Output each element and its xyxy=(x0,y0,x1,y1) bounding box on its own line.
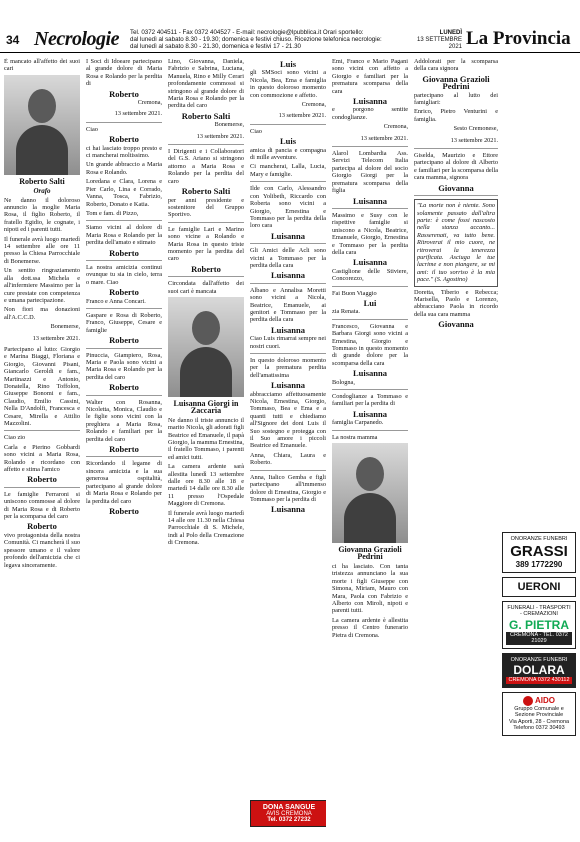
obituary-text: Ne danno il triste annuncio il marito Nicola, gli adorati figli Beatrice ed Emanuele, il papà Giorgio, la mamma Ernestina, il fratello Tommaso, i parenti ed amici tutti. xyxy=(168,416,244,461)
ad-top: ONORANZE FUNEBRI xyxy=(510,656,568,663)
obituary-text: Massimo e Susy con le rispettive famiglie si uniscono a Nicola, Beatrice, Emanuele, Giorgio, Ernestina e Tommaso per la perdita della cara xyxy=(332,211,408,256)
obituary-text: Ciao xyxy=(250,127,262,135)
obituary-text: Ne danno il doloroso annuncio la moglie Maria Rosa, il figlio Roberto, il fratello Egidio, le cognate, i nipoti ed i parenti tutti. xyxy=(4,196,80,234)
obituary-text: ci ha lasciato. Con tanta tristezza annunciano la sua morte i figli Giuseppe con Simona, Miriam, Mauro con Mara, Paola con Fabrizio e Alberto con Miroli, nipoti e parenti tutti. xyxy=(332,562,408,615)
ad-phone: Tel. 0372 27232 xyxy=(267,817,311,823)
issue-date xyxy=(402,30,462,51)
deceased-name: Roberto xyxy=(109,335,139,346)
deceased-name: Luisanna xyxy=(270,380,306,391)
portrait-photo xyxy=(4,75,80,175)
participants-list: Partecipano al lutto: Giorgio e Marina Biaggi, Floriana e Giorgio, Giovanni Pisani, Giancarlo Geroldi e fam., Martinazzi e Antonio, Donatella, Rino Toffolon, Giuseppe Bonomi e fam., Claudio, Emilio Cassini, Nella D'Andolfi, Francesca e Cesare, Mirella e Attilio Mazzolini. xyxy=(4,345,80,427)
obituary-text: Ciao zio xyxy=(4,434,26,442)
column-4 xyxy=(250,58,326,838)
obituary-text: Le famiglie Lari e Marino sono vicine a Rolando e Maria Rosa in questo triste momento per la perdita del caro xyxy=(168,225,244,263)
contact-line: dal lunedì al sabato 8.30 - 19.30; domenica e festivi chiuso. Ricezione telefonica necrologie: xyxy=(130,36,382,44)
obituary-text: Bologna, xyxy=(332,378,355,386)
deceased-name: Luisanna xyxy=(270,324,306,335)
place: Cremona, xyxy=(383,123,408,131)
ads-column xyxy=(502,58,576,838)
newspaper-logo: La Provincia xyxy=(466,28,571,49)
date: 13 settembre 2021. xyxy=(114,110,162,118)
ad-line: Telefono 0372 30493 xyxy=(513,725,565,732)
obituary-text: Circondata dall'affetto dei suoi cari è mancata xyxy=(168,280,244,295)
obituary-text: Albano e Annalisa Moretti sono vicini a Nicola, Beatrice, Emanuele, ai genitori e Tommaso per la perdita della cara xyxy=(250,286,326,324)
ad-phone: CREMONA - TEL. 0372 21029 xyxy=(506,632,572,645)
obituary-text: per anni presidente e sostenitore del Gruppo Sportivo. xyxy=(168,196,244,219)
deceased-name: Luis xyxy=(279,136,297,147)
obituary-text: Anna, Chiara, Laura e Roberto. xyxy=(250,451,326,467)
obituary-text: Ciao Luis rimarrai sempre nei nostri cuori. xyxy=(250,335,326,350)
obituary-text: Lino, Giovanna, Daniela, Fabrizio e Sabrina, Luciana, Manuela, Rino e Milly Cerari profondamente commossi si stringono al grande dolore di Maria Rosa e Rolando per la perdita del caro xyxy=(168,58,244,110)
ad-sub: AVIS CREMONA xyxy=(266,811,312,817)
ad-name: GRASSI xyxy=(510,542,568,560)
obituary-text: Ricordando il legame di sincera amicizia e la sua generosa ospitalità, partecipano al grande dolore di Maria Rosa e Rolando per la perdita del caro xyxy=(86,460,162,505)
deceased-name: Roberto xyxy=(109,88,139,99)
section-title: Necrologie xyxy=(34,28,119,50)
obituary-text: Ciao xyxy=(86,125,98,133)
obituary-text: Gli Amici delle Acli sono vicini a Tommaso per la perdita della cara xyxy=(250,247,326,269)
avis-advertisement xyxy=(250,800,326,827)
place: Sesto Cremonese, xyxy=(453,125,498,133)
column-5 xyxy=(332,58,408,838)
quote-text: "La morte non è niente. Sono solamente passato dall'altra parte: è come fossi nascosto nella stanza accanto... Rasserenati, va tutto bene. Ritroverai il mio cuore, ne ritroverai la tenerezza purificata. Asciuga le tue lacrime e non piangere, se mi ami: il tuo sorriso è la mia pace." (S. Agostino) xyxy=(414,199,498,286)
portrait-photo xyxy=(168,297,244,397)
deceased-name: Luisanna Giorgi in Zaccaria xyxy=(173,398,239,416)
obituary-text: Non fiori ma donazioni all'A.C.C.D. xyxy=(4,306,80,321)
column-6 xyxy=(414,58,498,838)
obituary-text: e porgono sentite condoglianze. xyxy=(332,106,408,121)
ad-name: DONA SANGUE xyxy=(262,804,316,811)
place: Cremona, xyxy=(137,99,162,107)
deceased-name: Luis xyxy=(279,59,297,69)
obituary-text: Addolorati per la scomparsa della cara signora xyxy=(414,58,498,73)
deceased-name: Luisanna xyxy=(352,408,388,419)
ad-phone: 389 1772290 xyxy=(515,559,563,569)
place: Bonemerse, xyxy=(214,121,244,129)
deceased-name: Roberto xyxy=(27,521,57,532)
obituary-text: Un sentito ringraziamento alla dott.ssa Michela e all'infermiere Massimo per la cure prestate con competenza e umana partecipazione. xyxy=(4,267,80,304)
date: 13 settembre 2021. xyxy=(360,134,408,142)
deceased-name: Giovanna Grazioli Pedrini xyxy=(338,545,402,562)
obituary-text: gli SMSoci sono vicini a Nicola, Bea, Ema e famiglia in questo doloroso momento con commozione e affetto. xyxy=(250,69,326,99)
issue-date-text: 13 SETTEMBRE 2021 xyxy=(416,37,462,50)
obituary-text: La nostra mamma xyxy=(332,433,378,441)
portrait-photo xyxy=(332,443,408,543)
deceased-name: Giovanna xyxy=(438,319,474,330)
obituary-text: I Dirigenti e i Collaboratori del G.S. Ariano si stringono attorno a Maria Rosa e Rolando per la perdita del caro xyxy=(168,148,244,185)
column-3 xyxy=(168,58,244,838)
obituary-text: Walter con Rosanna, Nicoletta, Monica, Claudio e le figlie sono vicini con la preghiera a Maria Rosa, Rolando e familiari per la perdita del caro xyxy=(86,398,162,443)
obituary-text: Giselda, Maurizio e Ettore partecipano al dolore di Alberto e familiari per la scomparsa della cara mamma, signora xyxy=(414,152,498,182)
obituary-text: famiglia Carpanedo. xyxy=(332,419,384,427)
dolara-advertisement xyxy=(502,653,576,688)
deceased-name: Luisanna xyxy=(270,504,306,515)
contact-info xyxy=(130,29,400,51)
deceased-name: Roberto Salti xyxy=(181,110,231,121)
obituary-text: In questo doloroso momento per la prematura perdita dell'amatissima xyxy=(250,357,326,379)
deceased-name: Roberto xyxy=(109,287,139,298)
deceased-name: Luisanna xyxy=(352,96,388,107)
obituary-text: Carla e Pierino Gobbardi sono vicini a Maria Rosa, Rolando e ricordano con affetto e stima l'amico xyxy=(4,443,80,474)
place: Bonemerse, xyxy=(50,323,80,331)
deceased-name: Luisanna xyxy=(352,368,388,379)
deceased-name: Lui xyxy=(363,297,377,308)
ad-top: ONORANZE FUNEBRI xyxy=(510,536,568,542)
obituary-columns xyxy=(4,58,576,838)
obituary-text: Doretta, Tiberio e Rebecca; Marisella, Paolo e Lorenzo, abbracciano Paola in ricordo della sua cara mamma xyxy=(414,288,498,318)
ad-name: G. PIETRA xyxy=(508,617,569,632)
obituary-text: Un grande abbraccio a Maria Rosa e Rolando. xyxy=(86,161,162,176)
ad-line: Gruppo Comunale e Sezione Provinciale xyxy=(514,705,564,719)
obituary-text: zia Renata. xyxy=(332,308,360,316)
obituary-text: La camera ardente è allestita presso il Centro funerario Pietra di Cremona. xyxy=(332,616,408,639)
ueroni-advertisement xyxy=(502,577,576,597)
obituary-text: Francesco, Giovanna e Barbara Giorgi sono vicini a Ernestina, Giorgio e Tommaso in questo momento di grande dolore per la scomparsa della cara xyxy=(332,322,408,367)
page-header xyxy=(0,0,580,53)
deceased-name: Roberto Salti xyxy=(19,176,65,186)
deceased-name: Roberto xyxy=(27,474,57,485)
obituary-text: Ilde con Carlo, Alessandro con Yolibeth, Riccardo con Roberta sono vicini a Giorgio, Ernestina e Tommaso per la perdita della loro cara xyxy=(250,185,326,230)
obituary-text: La camera ardente sarà allestita lunedì 13 settembre dalle ore 8.30 alle 18 e martedì 14 dalle ore 8.30 alle 11 presso l'Ospedale Maggiore di Cremona. xyxy=(168,463,244,508)
obituary-text: Il funerale avrà luogo martedì 14 alle ore 11.30 nella Chiesa Parrocchiale di S. Michele, indi al Polo della Cremazione di Cremona. xyxy=(168,509,244,547)
deceased-name: Roberto xyxy=(109,382,139,393)
obituary-text: vivo protagonista della nostra Comunità. Ci mancherà il suo spessore umano e il valore profondo dell'amicizia che ci legava sinceramente. xyxy=(4,531,80,569)
deceased-name: Roberto xyxy=(109,444,139,455)
obituary-text: Fai Buon Viaggio xyxy=(332,289,377,297)
ad-name: UERONI xyxy=(517,580,561,593)
deceased-name: Roberto xyxy=(191,263,221,274)
contact-line: Tel. 0372 404511 - Fax 0372 404527 - E-mail: necrologie@lpubblica.it Orari sportello: xyxy=(130,29,364,36)
column-1 xyxy=(4,58,80,838)
obituary-text: abbracciamo affettuosamente Nicola, Ernestina, Giorgio, Tommaso, Bea e Ema e a quanti tutti e chiediamo all'Signore dei doni Luis il Suo sostegno e protegga con il Suo amore i piccoli Beatrice ed Emanuele. xyxy=(250,390,326,450)
obituary-text: Gaspare e Rosa di Roberto, Franco, Giuseppe, Cesare e famiglie xyxy=(86,311,162,334)
column-2 xyxy=(86,58,162,838)
ad-phone: CREMONA 0372 430112 xyxy=(506,677,572,684)
aido-advertisement xyxy=(502,692,576,736)
obituary-text: ci hai lasciato troppo presto e ci mancherai moltissimo. xyxy=(86,144,162,160)
deceased-name: Luisanna xyxy=(352,195,388,206)
deceased-name: Giovanna xyxy=(438,182,474,193)
deceased-name: Roberto xyxy=(109,134,139,145)
ad-name: AIDO xyxy=(535,695,555,705)
obituary-text: Emi, Franco e Mario Pagani sono vicini con affetto a Giorgio e familiari per la prematura scomparsa della cara xyxy=(332,58,408,95)
obituary-text: Franco e Anna Concari. xyxy=(86,297,146,305)
obituary-text: I Soci di Idoeare partecipano al grande dolore di Maria Rosa e Rolando per la perdita di xyxy=(86,58,162,88)
grassi-advertisement xyxy=(502,532,576,573)
deceased-name: Luisanna xyxy=(270,230,306,241)
deceased-name: Roberto Salti xyxy=(181,186,231,197)
obituary-text: Le famiglie Ferraroni si uniscono commosse al dolore di Maria Rosa e di Roberto per la scomparsa del caro xyxy=(4,490,80,521)
ad-top: FUNERALI - TRASPORTI - CREMAZIONI xyxy=(507,604,571,617)
ad-line: Via Aporti, 28 - Cremona xyxy=(508,718,570,725)
deceased-name: Roberto xyxy=(109,247,139,258)
obituary-text: Alarol Lombardia Ass. Servizi Telecom Italia partecipa al dolore del socio Giorgio Giorgi per la prematura scomparsa della figlia xyxy=(332,150,408,195)
date: 13 settembre 2021. xyxy=(450,136,498,144)
obituary-text: Condoglianze a Tommaso e familiari per la perdita di xyxy=(332,393,408,408)
deceased-name: Luisanna xyxy=(352,257,388,268)
issue-day: LUNEDÌ xyxy=(439,30,462,36)
obituary-text: Tom e fam. di Pizzo, xyxy=(86,209,139,217)
date: 13 settembre 2021. xyxy=(32,334,80,342)
deceased-title: Orafo xyxy=(33,187,51,196)
obituary-text: partecipano al lutto dei famigliari: xyxy=(414,91,498,107)
date: 13 settembre 2021. xyxy=(196,132,244,140)
pietra-advertisement xyxy=(502,601,576,649)
deceased-name: Roberto xyxy=(109,505,139,516)
obituary-text: Enrico, Pietro Venturini e famiglia. xyxy=(414,108,498,123)
obituary-text: amica di pancia e compagna di mille avventure. xyxy=(250,146,326,162)
obituary-text: Anna, Italico Gemba e figli partecipano all'immenso dolore di Ernestina, Giorgio e Tommaso per la perdita di xyxy=(250,473,326,503)
ad-name: DOLARA xyxy=(513,663,565,677)
page-number: 34 xyxy=(6,33,20,47)
obituary-text: Siamo vicini al dolore di Maria Rosa e Rolando per la perdita dell'amato e stimato xyxy=(86,224,162,247)
contact-line: dal lunedì al sabato 8.30 - 21.30, domenica e festivi 17 - 21.30 xyxy=(130,43,301,51)
obituary-text: È mancato all'affetto dei suoi cari xyxy=(4,58,80,73)
obituary-text: Pinuccia, Giampiero, Rosa, Maria e Paola sono vicini a Maria Rosa e Rolando per la perdita del caro xyxy=(86,351,162,381)
obituary-text: Il funerale avrà luogo martedì 14 settembre alle ore 11 presso la Chiesa Parrocchiale di Bonemerse. xyxy=(4,235,80,265)
obituary-text: Loredana e Clara, Lorena e Pier Carlo, Lina e Corrado, Vanna, Tosca, Fabrizio, Roberto, Donato e Katia. xyxy=(86,178,162,208)
aido-logo-icon xyxy=(523,696,533,706)
deceased-name: Luisanna xyxy=(270,270,306,281)
obituary-text: Ci mancherai, Lalla, Lucia, Mary e famiglie. xyxy=(250,163,326,178)
obituary-text: La nostra amicizia continui ovunque tu sia in cielo, terra o mare. Ciao xyxy=(86,263,162,286)
place: Cremona, xyxy=(301,101,326,109)
deceased-name: Giovanna Grazioli Pedrini xyxy=(422,73,490,92)
date: 13 settembre 2021. xyxy=(278,112,326,120)
obituary-text: Castiglione delle Stiviere, Concorezzo, xyxy=(332,267,408,283)
